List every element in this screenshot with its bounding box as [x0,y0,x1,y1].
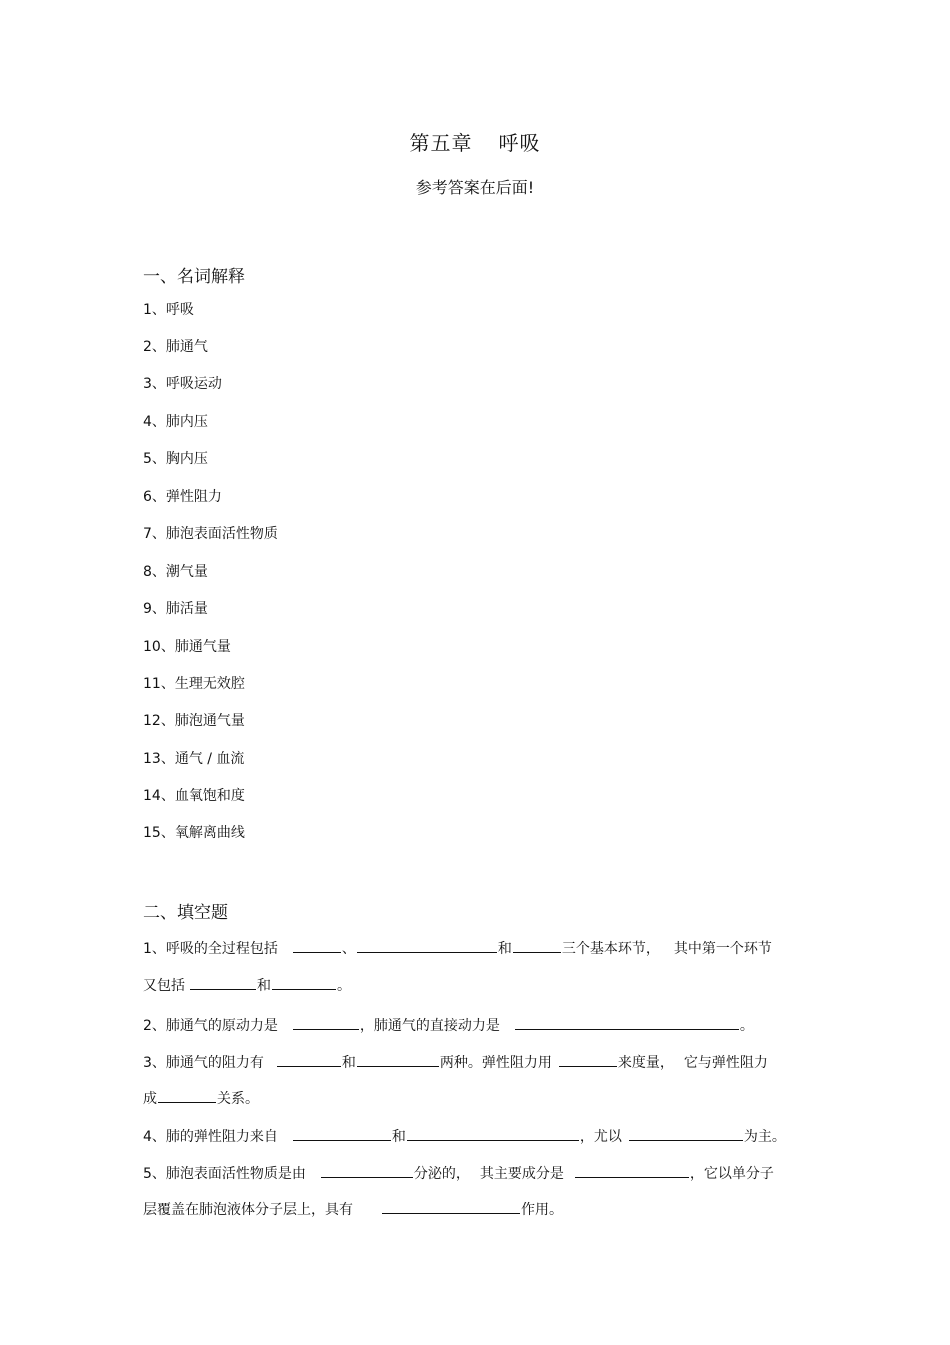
term-item: 3、呼吸运动 [143,376,222,392]
question-5-line-2: 层覆盖在肺泡液体分子层上，具有 作用。 [143,1199,563,1219]
answer-blank[interactable] [513,938,561,953]
answer-blank[interactable] [277,1052,341,1067]
answer-blank[interactable] [357,1052,439,1067]
term-item: 7、肺泡表面活性物质 [143,526,278,542]
question-3-line-1: 3、肺通气的阻力有 和 两种。弹性阻力用 来度量， 它与弹性阻力 [143,1052,768,1072]
term-item: 4、肺内压 [143,414,208,430]
answer-blank[interactable] [629,1126,743,1141]
term-item: 8、潮气量 [143,564,208,580]
term-item: 14、血氧饱和度 [143,788,245,804]
answer-blank[interactable] [321,1163,413,1178]
chapter-number: 第五章 [409,131,473,155]
answer-blank[interactable] [382,1199,520,1214]
answer-blank[interactable] [272,975,336,990]
answer-blank[interactable] [407,1126,579,1141]
chapter-title [0,127,950,156]
term-item: 6、弹性阻力 [143,489,222,505]
chapter-name: 呼吸 [498,131,541,155]
question-3-line-2: 成 关系。 [143,1088,259,1108]
question-5-line-1: 5、肺泡表面活性物质是由 分泌的， 其主要成分是 ，它以单分子 [143,1163,774,1183]
term-item: 15、氧解离曲线 [143,825,245,841]
answer-blank[interactable] [293,938,341,953]
term-item: 12、肺泡通气量 [143,713,245,729]
answer-blank[interactable] [293,1015,359,1030]
term-item: 10、肺通气量 [143,639,231,655]
subtitle: 参考答案在后面! [415,178,535,197]
term-item: 1、呼吸 [143,302,194,318]
term-item: 2、肺通气 [143,339,208,355]
section-heading-terms: 一、名词解释 [143,267,245,287]
section-heading-fill: 二、填空题 [143,903,228,923]
question-1-line-1: 1、呼吸的全过程包括 、 和 三个基本环节， 其中第一个环节 [143,938,772,958]
term-item: 9、肺活量 [143,601,208,617]
question-4: 4、肺的弹性阻力来自 和 ，尤以 为主。 [143,1126,786,1146]
answer-blank[interactable] [293,1126,391,1141]
question-2: 2、肺通气的原动力是 ，肺通气的直接动力是 。 [143,1015,754,1035]
term-item: 5、胸内压 [143,451,208,467]
term-item: 13、通气 / 血流 [143,751,245,767]
answer-blank[interactable] [190,975,256,990]
answer-blank[interactable] [559,1052,617,1067]
answer-blank[interactable] [515,1015,739,1030]
answer-blank[interactable] [357,938,497,953]
question-1-line-2: 又包括 和 。 [143,975,351,995]
answer-blank[interactable] [158,1088,216,1103]
answer-blank[interactable] [575,1163,689,1178]
term-item: 11、生理无效腔 [143,676,245,692]
